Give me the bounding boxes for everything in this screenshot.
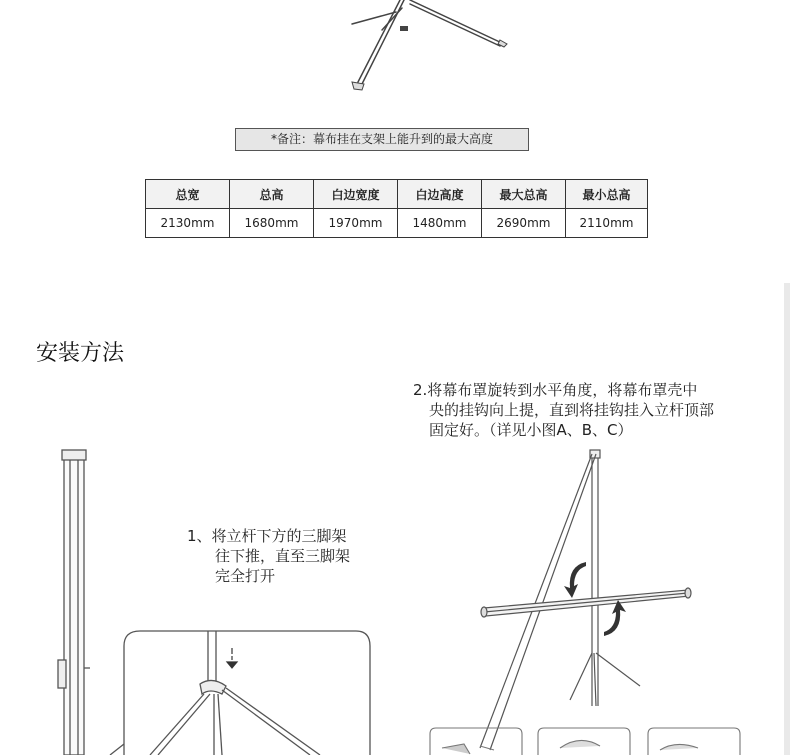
step1-line-3: 完全打开 xyxy=(215,567,276,585)
step2-line-3: 固定好。（详见小图A、B、C） xyxy=(429,421,633,439)
value-min-total-height: 2110mm xyxy=(566,209,648,238)
step1-instruction xyxy=(187,526,350,586)
spec-value-row xyxy=(146,209,648,238)
header-total-height: 总高 xyxy=(230,180,314,209)
value-total-width: 2130mm xyxy=(146,209,230,238)
step2-instruction xyxy=(413,380,783,440)
spec-header-row xyxy=(146,180,648,209)
step1-line-1: 1、将立杆下方的三脚架 xyxy=(187,527,347,545)
header-total-width: 总宽 xyxy=(146,180,230,209)
value-border-height: 1480mm xyxy=(398,209,482,238)
page-edge-strip xyxy=(784,283,790,755)
screen-rotation-illustration xyxy=(420,448,750,755)
tripod-top-illustration xyxy=(340,0,520,100)
down-arrow-icon xyxy=(227,648,237,668)
section-title: 安装方法 xyxy=(36,341,125,366)
tripod-detail-illustration xyxy=(110,628,380,755)
stand-pole-illustration xyxy=(50,448,110,755)
value-total-height: 1680mm xyxy=(230,209,314,238)
step2-line-1: 2.将幕布罩旋转到水平角度，将幕布罩壳中 xyxy=(413,381,698,399)
header-border-width: 白边宽度 xyxy=(314,180,398,209)
header-max-total-height: 最大总高 xyxy=(482,180,566,209)
header-border-height: 白边高度 xyxy=(398,180,482,209)
spec-table xyxy=(145,179,648,238)
header-min-total-height: 最小总高 xyxy=(566,180,648,209)
step1-line-2: 往下推，直至三脚架 xyxy=(215,547,351,565)
value-border-width: 1970mm xyxy=(314,209,398,238)
step2-line-2: 央的挂钩向上提，直到将挂钩挂入立杆顶部 xyxy=(429,401,715,419)
max-height-note: *备注：幕布挂在支架上能升到的最大高度 xyxy=(235,128,529,151)
value-max-total-height: 2690mm xyxy=(482,209,566,238)
